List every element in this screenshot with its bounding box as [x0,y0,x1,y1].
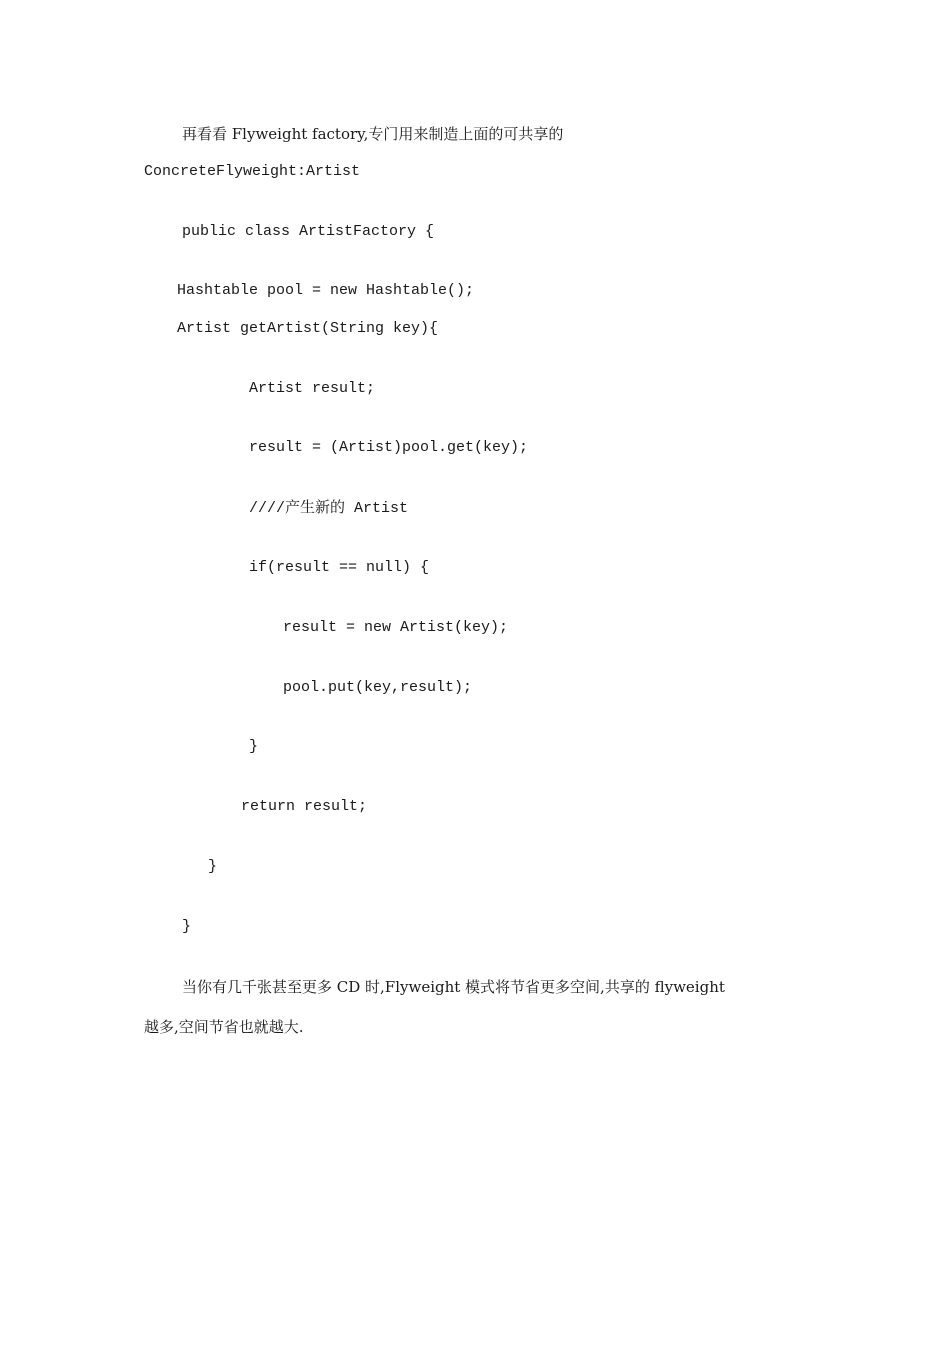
code-comment: ////产生新的 Artist [249,500,409,517]
code-class-declaration: public class ArtistFactory { [182,223,435,240]
code-method-close-brace: } [208,858,218,875]
code-pool-declaration: Hashtable pool = new Hashtable(); [177,282,475,299]
code-return-statement: return result; [241,798,368,815]
code-pool-put: pool.put(key,result); [283,679,473,696]
intro-line-1: 再看看 Flyweight factory,专门用来制造上面的可共享的 [182,125,564,143]
code-method-declaration: Artist getArtist(String key){ [177,320,439,337]
intro-line-2: ConcreteFlyweight:Artist [144,163,361,180]
code-if-statement: if(result == null) { [249,559,430,576]
code-new-artist: result = new Artist(key); [283,619,509,636]
conclusion-line-1: 当你有几千张甚至更多 CD 时,Flyweight 模式将节省更多空间,共享的 flyweight [182,978,725,996]
code-result-declaration: Artist result; [249,380,376,397]
code-class-close-brace: } [182,918,192,935]
code-result-assignment: result = (Artist)pool.get(key); [249,439,529,456]
conclusion-line-2: 越多,空间节省也就越大. [144,1018,304,1036]
code-if-close-brace: } [249,738,259,755]
